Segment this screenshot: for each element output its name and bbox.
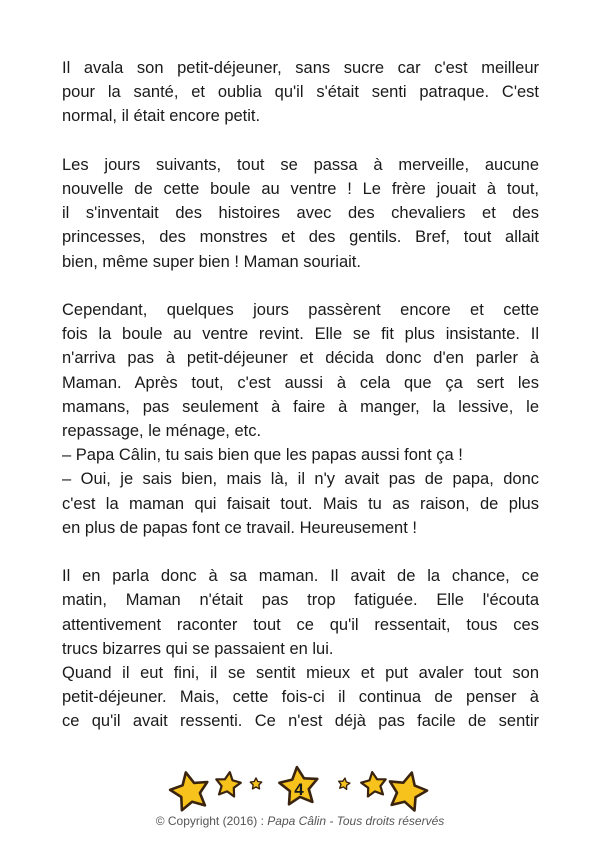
star-icon xyxy=(361,772,386,796)
text-line: ce qu'il avait ressenti. Ce n'est déjà pas facile de sentir xyxy=(62,712,539,731)
copyright-prefix: © Copyright (2016) : xyxy=(155,814,268,828)
text-line: nouvelle de cette boule au ventre ! Le frère jouait à tout, xyxy=(62,180,539,198)
star-icon xyxy=(216,772,241,796)
text-line: – Oui, je sais bien, mais là, il n'y avait pas de papa, donc xyxy=(62,470,539,489)
paragraph xyxy=(62,564,539,733)
text-line: Il avala son petit-déjeuner, sans sucre car c'est meilleur xyxy=(62,59,539,77)
copyright-author: Papa Câlin - Tous droits réservés xyxy=(267,814,445,828)
paragraph xyxy=(62,298,539,540)
text-line: normal, il était encore petit. xyxy=(62,107,261,126)
text-line: pour la santé, et oublia qu'il s'était senti patraque. C'est xyxy=(62,83,539,102)
text-line: fois la boule au ventre revint. Elle se fit plus insistante. Il xyxy=(62,325,539,344)
paragraph xyxy=(62,56,539,129)
text-line: attentivement raconter tout ce qu'il ressentait, tous ces xyxy=(62,615,539,634)
star-icon xyxy=(250,778,261,789)
text-line: n'arriva pas à petit-déjeuner et décida donc d'en parler à xyxy=(62,349,539,368)
text-line: – Papa Câlin, tu sais bien que les papas aussi font ça ! xyxy=(62,446,463,465)
page-number: 4 xyxy=(294,780,304,799)
text-line: mamans, pas seulement à faire à manger, la lessive, le xyxy=(62,397,539,416)
copyright-notice xyxy=(0,814,600,828)
text-line: il s'inventait des histoires avec des chevaliers et des xyxy=(62,204,539,223)
text-line: trucs bizarres qui se passaient en lui. xyxy=(62,639,334,658)
text-line: matin, Maman n'était pas trop fatiguée. Elle l'écouta xyxy=(62,591,539,610)
text-line: bien, même super bien ! Maman souriait. xyxy=(62,252,361,271)
page-number-stars xyxy=(0,760,600,820)
text-line: petit-déjeuner. Mais, cette fois-ci il continua de penser à xyxy=(62,688,539,707)
text-line: Cependant, quelques jours passèrent encore et cette xyxy=(62,301,539,319)
text-line: Il en parla donc à sa maman. Il avait de la chance, ce xyxy=(62,567,539,586)
story-text xyxy=(62,56,539,758)
star-icon xyxy=(390,773,427,811)
text-line: en plus de papas font ce travail. Heureusement ! xyxy=(62,518,417,537)
paragraph xyxy=(62,153,539,274)
star-icon xyxy=(339,778,350,789)
text-line: princesses, des monstres et des gentils. Bref, tout allait xyxy=(62,228,539,247)
text-line: Les jours suivants, tout se passa à merveille, aucune xyxy=(62,155,539,174)
text-line: Maman. Après tout, c'est aussi à cela que ça sert les xyxy=(62,373,539,392)
text-line: c'est la maman qui faisait tout. Mais tu as raison, de plus xyxy=(62,494,539,513)
text-line: Quand il eut fini, il se sentit mieux et put avaler tout son xyxy=(62,664,539,683)
star-icon xyxy=(170,772,207,810)
text-line: repassage, le ménage, etc. xyxy=(62,422,262,441)
